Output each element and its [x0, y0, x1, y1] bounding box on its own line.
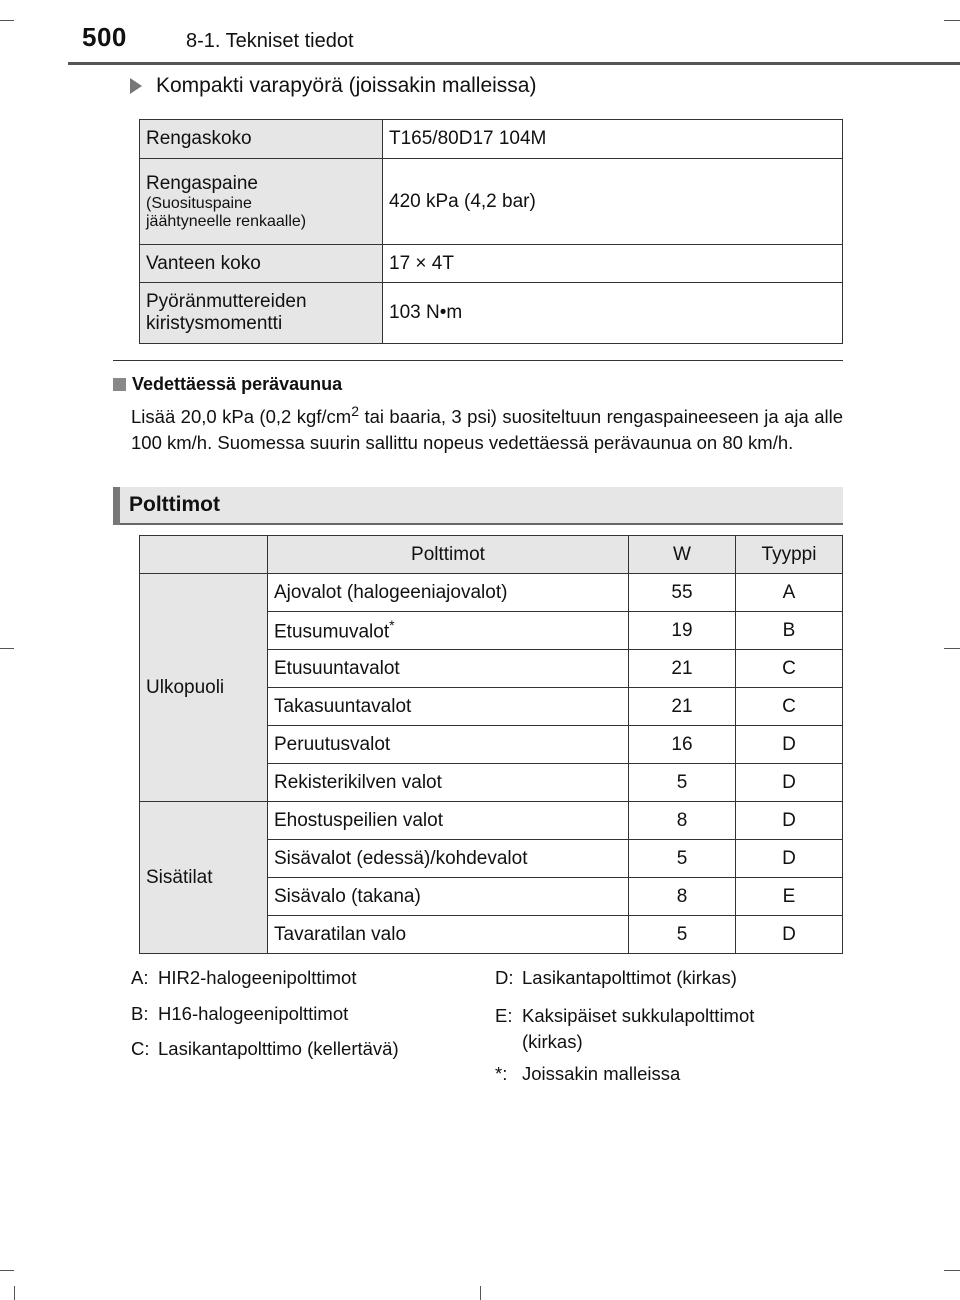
spec-value: 420 kPa (4,2 bar) — [383, 159, 843, 245]
bulb-watt: 8 — [629, 802, 736, 840]
bulb-type: D — [736, 802, 843, 840]
crop-mark — [14, 1286, 15, 1300]
header-cell — [140, 536, 268, 574]
spare-tire-heading — [130, 74, 536, 98]
bulb-name: Rekisterikilven valot — [268, 764, 629, 802]
spec-label-main: Pyöränmuttereiden — [146, 291, 307, 312]
towing-note-heading — [113, 374, 342, 395]
legend-text: HIR2-halogeenipolttimot — [158, 967, 357, 988]
crop-mark — [0, 20, 14, 21]
bulb-type: D — [736, 840, 843, 878]
bulb-name: Ehostuspeilien valot — [268, 802, 629, 840]
legend-item — [495, 1063, 822, 1085]
legend-item — [495, 1003, 802, 1055]
spec-label: Rengaskoko — [140, 120, 383, 159]
spec-label-sub: (Suosituspaine — [146, 194, 252, 212]
bulb-type: D — [736, 916, 843, 954]
bulb-name: Etusuuntavalot — [268, 650, 629, 688]
legend-item — [131, 1038, 458, 1060]
crop-mark — [944, 20, 960, 21]
bulb-watt: 21 — [629, 688, 736, 726]
section-heading: Polttimot — [129, 493, 220, 516]
bulb-name: Takasuuntavalot — [268, 688, 629, 726]
bulb-type: B — [736, 612, 843, 650]
towing-note-text-b: tai baaria, 3 psi) suositeltuun rengaspaineeseen ja aja alle 100 km/h. Suomessa suurin sallittu nopeus vedettäessä perävaunua on 80 km/h. — [131, 406, 843, 454]
legend-item — [131, 967, 458, 989]
crop-mark — [0, 648, 14, 649]
bulb-type: D — [736, 726, 843, 764]
superscript: 2 — [351, 403, 360, 419]
footnote-mark: * — [389, 617, 395, 634]
bulb-name: Sisävalo (takana) — [268, 878, 629, 916]
bulb-watt: 5 — [629, 840, 736, 878]
spec-label-sub: jäähtyneelle renkaalle) — [146, 212, 307, 230]
legend-text: Lasikantapolttimo (kellertävä) — [158, 1038, 399, 1059]
legend-key: D: — [495, 967, 514, 988]
table-row — [140, 120, 843, 159]
header-cell: Polttimot — [268, 536, 629, 574]
crop-mark — [480, 1286, 481, 1300]
bulb-watt: 8 — [629, 878, 736, 916]
bulb-watt: 5 — [629, 916, 736, 954]
legend-text: H16-halogeenipolttimot — [158, 1003, 349, 1024]
spec-value: 17 × 4T — [383, 245, 843, 283]
spec-label — [140, 159, 383, 245]
bulb-type: C — [736, 688, 843, 726]
table-row — [140, 159, 843, 245]
bulb-name: Sisävalot (edessä)/kohdevalot — [268, 840, 629, 878]
spec-value: 103 N•m — [383, 283, 843, 344]
crop-mark — [944, 648, 960, 649]
spec-label-line2: kiristysmomentti — [146, 313, 283, 334]
bulb-name-text: Etusumuvalot — [274, 621, 390, 643]
spec-label-main: Rengaspaine — [146, 172, 258, 194]
band-accent-bar — [113, 487, 120, 525]
spec-value: T165/80D17 104M — [383, 120, 843, 159]
spec-label — [140, 283, 383, 344]
group-cell: Sisätilat — [140, 802, 268, 954]
bulb-name: Tavaratilan valo — [268, 916, 629, 954]
bulb-type: E — [736, 878, 843, 916]
table-row — [140, 245, 843, 283]
towing-note-text — [131, 398, 843, 456]
bulb-name: Peruutusvalot — [268, 726, 629, 764]
section-band — [113, 487, 843, 525]
legend-key: A: — [131, 967, 149, 988]
group-cell: Ulkopuoli — [140, 574, 268, 802]
crop-mark — [0, 1270, 14, 1271]
bulb-watt: 5 — [629, 764, 736, 802]
header-cell: W — [629, 536, 736, 574]
towing-note-title: Vedettäessä perävaunua — [132, 374, 343, 394]
crop-mark — [944, 1270, 960, 1271]
legend-key: B: — [131, 1003, 149, 1024]
header-rule — [68, 62, 960, 65]
bulbs-table — [139, 535, 843, 954]
triangle-bullet-icon — [130, 78, 142, 94]
bulb-name: Ajovalot (halogeeniajovalot) — [268, 574, 629, 612]
bulb-watt: 21 — [629, 650, 736, 688]
spare-tire-table — [139, 119, 843, 344]
divider — [113, 360, 843, 361]
legend-text: Lasikantapolttimot (kirkas) — [522, 967, 737, 988]
table-row — [140, 283, 843, 344]
square-bullet-icon — [113, 378, 126, 391]
table-row — [140, 574, 843, 612]
spare-tire-heading-text: Kompakti varapyörä (joissakin malleissa) — [156, 74, 537, 97]
bulb-watt: 19 — [629, 612, 736, 650]
bulb-watt: 55 — [629, 574, 736, 612]
bulb-type: C — [736, 650, 843, 688]
towing-note-text-a: Lisää 20,0 kPa (0,2 kgf/cm — [131, 406, 352, 428]
bulb-type: D — [736, 764, 843, 802]
table-header-row — [140, 536, 843, 574]
legend-key: E: — [495, 1005, 513, 1026]
bulb-name — [268, 612, 629, 650]
page-number: 500 — [82, 22, 127, 52]
legend-text: Joissakin malleissa — [522, 1063, 681, 1084]
header-cell: Tyyppi — [736, 536, 843, 574]
legend-item — [131, 1003, 458, 1025]
section-title: 8-1. Tekniset tiedot — [186, 30, 354, 52]
legend-text: Kaksipäiset sukkulapolttimot (kirkas) — [522, 1005, 755, 1052]
table-row — [140, 802, 843, 840]
bulb-watt: 16 — [629, 726, 736, 764]
legend-key: C: — [131, 1038, 150, 1059]
legend-key: *: — [495, 1063, 508, 1084]
bulb-type: A — [736, 574, 843, 612]
spec-label: Vanteen koko — [140, 245, 383, 283]
legend-item — [495, 967, 822, 989]
